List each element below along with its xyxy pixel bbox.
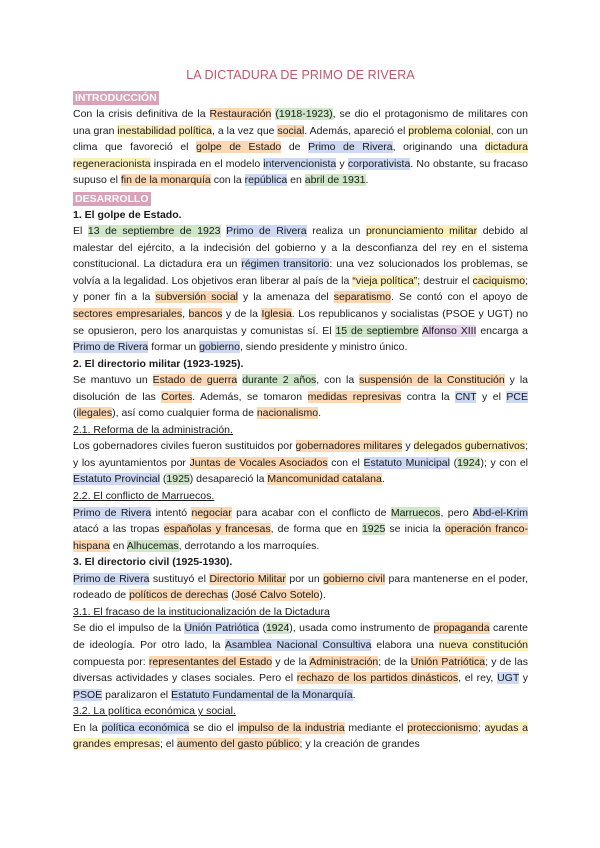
text-run: . Además, apareció el — [304, 124, 409, 137]
highlighted-term: PCE — [506, 390, 528, 403]
text-run: , con la — [316, 374, 360, 387]
highlighted-term: gobernadores militares — [295, 440, 403, 453]
text-run: ; — [477, 721, 485, 734]
highlighted-term: Primo de Rivera — [73, 572, 150, 585]
text-run: y la disolución de las — [73, 374, 529, 403]
highlighted-term: operación franco-hispana — [73, 523, 528, 552]
text-run: realiza un — [306, 225, 366, 238]
text-run: y — [402, 440, 414, 453]
highlighted-term: Directorio Militar — [209, 572, 286, 585]
text-run: de — [281, 141, 309, 154]
section-desarrollo — [73, 189, 528, 753]
text-run: inspirada en el modelo — [150, 157, 264, 170]
heading-directorio-civil: 3. El directorio civil (1925-1930). — [73, 556, 233, 569]
highlighted-term: UGT — [497, 672, 520, 685]
highlighted-term: inestabilidad política — [117, 124, 212, 137]
text-run: , el rey, — [458, 672, 498, 685]
highlighted-term: pronunciamiento militar — [365, 225, 478, 238]
text-run: ; y la creación de grandes — [299, 738, 420, 751]
highlighted-term: gobierno civil — [323, 572, 386, 585]
text-run: : una vez solucionados los problemas, se volvía a la legalidad. Los objetivos eran liberar al país de la — [73, 258, 529, 287]
highlighted-term: 1924 — [265, 622, 290, 635]
text-run: intentó — [151, 506, 192, 519]
text-run: , siendo presidente y ministro único. — [239, 341, 408, 354]
highlighted-term: PSOE — [73, 688, 103, 701]
text-run: para acabar con el conflicto de — [231, 506, 391, 519]
highlighted-term: CNT — [455, 390, 477, 403]
highlighted-term: república — [244, 174, 288, 187]
text-run: ; y los ayuntamientos por — [73, 440, 528, 469]
highlighted-term: separatismo — [333, 291, 391, 304]
highlighted-term: Unión Patriótica — [410, 655, 486, 668]
highlighted-term: dictadura regeneracionista — [73, 141, 529, 170]
text-run: ( — [159, 473, 167, 486]
section-heading-intro: INTRODUCCIÓN — [75, 92, 157, 104]
highlighted-term: Administración — [309, 655, 379, 668]
text-run: ); y con el — [480, 456, 529, 469]
text-run: . Además, se tomaron — [192, 390, 308, 403]
text-run: , derrotando a los marroquíes. — [178, 539, 320, 552]
text-run: ; el — [159, 738, 177, 751]
text-run: ( — [449, 456, 458, 469]
highlighted-term: 1924 — [457, 456, 481, 469]
highlighted-term: españolas y francesas — [163, 523, 271, 536]
highlighted-term: Juntas de Vocales Asociados — [189, 456, 328, 469]
section-intro — [73, 88, 528, 189]
text-run: , con un clima que favoreció el — [73, 124, 528, 154]
highlighted-term: ayudas a grandes empresas — [73, 721, 528, 751]
highlighted-term: Estatuto Municipal — [363, 456, 450, 469]
text-run: ) desapareció la — [189, 473, 268, 486]
highlighted-term: régimen transitorio — [241, 258, 330, 271]
highlighted-term: Cortes — [161, 390, 193, 403]
highlighted-term: fin de la monarquía — [120, 174, 211, 187]
highlighted-term: Estatuto Fundamental de la Monarquía — [171, 688, 353, 701]
text-run: Con la crisis definitiva de la — [73, 108, 210, 120]
paragraph-reforma-administracion — [73, 438, 528, 488]
highlighted-term: bancos — [188, 308, 223, 321]
highlighted-term: Asamblea Nacional Consultiva — [224, 638, 372, 651]
highlighted-term: sectores empresariales — [73, 308, 183, 321]
text-run: y el — [476, 390, 507, 403]
text-run: ; y poner fin a la — [73, 274, 528, 304]
text-run: . — [352, 688, 356, 701]
text-run: con el — [327, 456, 364, 469]
text-run: y de la — [272, 655, 310, 668]
text-run: encarga a — [476, 324, 528, 337]
text-run: por un — [285, 572, 324, 585]
paragraph-institucionalizacion — [73, 620, 528, 703]
text-run: ), así como cualquier forma de — [112, 407, 257, 420]
text-run: carente de ideología. Por otro lado, la — [73, 622, 528, 651]
paragraph-directorio-civil — [73, 571, 528, 604]
text-run: paralizaron el — [102, 688, 172, 701]
highlighted-term: aumento del gasto público — [176, 738, 300, 751]
text-run: ), usada como instrumento de — [289, 622, 434, 635]
highlighted-term: Mancomunidad catalana — [267, 473, 382, 486]
text-run: mediante el — [344, 721, 408, 734]
text-run: con la — [210, 174, 245, 187]
highlighted-term: caciquismo — [472, 274, 526, 287]
subheading-reforma-administracion: 2.1. Reforma de la administración. — [73, 423, 233, 436]
text-run: , se dio el protagonismo de militares con una gran — [73, 108, 528, 137]
highlighted-term: rechazo de los partidos dinásticos — [296, 672, 459, 685]
highlighted-term: 13 de septiembre de 1923 — [87, 225, 221, 238]
highlighted-term: Restauración — [209, 108, 272, 120]
text-run: , pero — [440, 506, 473, 519]
highlighted-term: Primo de Rivera — [226, 225, 307, 238]
text-run: . — [365, 174, 369, 187]
highlighted-term: intervencionista — [263, 157, 337, 170]
text-run: . Los republicanos y socialistas (PSOE y UGT) no se opusieron, pero los anarquistas y comunistas sí. El — [73, 308, 529, 337]
highlighted-term: Iglesia — [261, 308, 292, 321]
highlighted-term: negociar — [191, 506, 232, 519]
text-run: ; destruir el — [417, 274, 473, 287]
highlighted-term: golpe de Estado — [196, 141, 282, 154]
text-run: en — [109, 539, 127, 552]
subheading-institucionalizacion: 3.1. El fracaso de la institucionalización de la Dictadura — [73, 605, 330, 618]
highlighted-term: Alhucemas — [126, 539, 179, 552]
highlighted-term: suspensión de la Constitución — [359, 374, 505, 387]
highlighted-term: 15 de septiembre — [335, 324, 419, 337]
text-run: y de la — [222, 308, 262, 321]
highlighted-term: nacionalismo — [256, 407, 319, 420]
highlighted-term: impulso de la industria — [237, 721, 345, 734]
highlighted-term: 1925 — [361, 523, 386, 536]
text-run: debido al malestar del ejército, a la indecisión del gobierno y a la desconfianza del rey en el sistema constitucional. La dictadura era un — [73, 225, 528, 271]
paragraph-politica-economica — [73, 720, 528, 753]
text-run: para mantenerse en el poder, rodeado de — [73, 572, 528, 602]
paragraph-conflicto-marruecos — [73, 505, 528, 555]
text-run: ( — [228, 589, 235, 602]
text-run: Se dio el impulso de la — [73, 622, 185, 635]
text-run: . Se contó con el apoyo de — [391, 291, 529, 304]
subheading-conflicto-marruecos: 2.2. El conflicto de Marruecos. — [73, 490, 215, 503]
highlighted-term: Marruecos — [390, 506, 441, 519]
highlighted-term: proteccionismo — [407, 721, 478, 734]
text-run: , — [182, 308, 189, 321]
text-run: , originando una — [392, 141, 485, 154]
text-run: . — [381, 473, 385, 486]
highlighted-term: 1925 — [166, 473, 190, 486]
highlighted-term: Estatuto Provincial — [73, 473, 160, 486]
text-run: Se mantuvo un — [73, 374, 153, 387]
highlighted-term: Alfonso XIII — [421, 324, 477, 337]
text-run: contra la — [401, 390, 456, 403]
highlighted-term: Primo de Rivera — [73, 506, 152, 519]
text-run: y — [336, 157, 348, 170]
highlighted-term: subversión social — [155, 291, 239, 304]
text-run: ( — [73, 407, 77, 420]
text-run: atacó a las tropas — [73, 523, 164, 536]
text-run: y — [519, 672, 529, 685]
heading-golpe-de-estado: 1. El golpe de Estado. — [73, 208, 182, 221]
highlighted-term: corporativista — [347, 157, 411, 170]
highlighted-term: Primo de Rivera — [73, 341, 149, 354]
text-run: compuesta por: — [73, 655, 149, 668]
text-run: y la amenaza del — [238, 291, 334, 304]
text-run: elabora una — [371, 638, 439, 651]
document-title: LA DICTADURA DE PRIMO DE RIVERA — [186, 68, 415, 82]
text-run: El — [73, 225, 88, 238]
text-run: sustituyó el — [149, 572, 210, 585]
paragraph-directorio-militar — [73, 372, 528, 422]
highlighted-term: Abd-el-Krim — [472, 506, 528, 519]
highlighted-term: políticos de derechas — [129, 589, 229, 602]
highlighted-term: ilegales — [76, 407, 113, 420]
subheading-politica-economica: 3.2. La política económica y social. — [73, 705, 236, 718]
text-run: formar un — [148, 341, 200, 354]
paragraph-golpe-de-estado — [73, 223, 528, 355]
paragraph-intro — [73, 106, 528, 189]
highlighted-term: abril de 1931 — [304, 174, 366, 187]
highlighted-term: representantes del Estado — [148, 655, 273, 668]
text-run: , a la vez que — [211, 124, 278, 137]
text-run: se inicia la — [385, 523, 446, 536]
text-run: ; y de las diversas actividades y clases sociales. Pero el — [73, 655, 528, 685]
section-heading-desarrollo: DESARROLLO — [75, 192, 149, 205]
highlighted-term: problema colonial — [408, 124, 491, 137]
highlighted-term: “vieja política” — [352, 274, 418, 287]
highlighted-term: delegados gubernativos — [413, 440, 526, 453]
highlighted-term: propaganda — [433, 622, 490, 635]
text-run: . — [318, 407, 322, 420]
text-run: ). — [319, 589, 326, 602]
text-run: . No obstante, su fracaso supuso el — [73, 157, 528, 187]
highlighted-term: Estado de guerra — [152, 374, 238, 387]
text-run: ; de la — [378, 655, 411, 668]
highlighted-term: política económica — [101, 721, 190, 734]
highlighted-term: medidas represivas — [307, 390, 402, 403]
text-run: en — [287, 174, 305, 187]
highlighted-term: José Calvo Sotelo — [234, 589, 320, 602]
highlighted-term: Unión Patriótica — [184, 622, 260, 635]
document-page — [73, 68, 528, 753]
highlighted-term: durante 2 años — [242, 374, 317, 387]
text-run: En la — [73, 721, 102, 734]
text-run: se dio el — [189, 721, 238, 734]
highlighted-term: Primo de Rivera — [308, 141, 393, 154]
text-run: , de forma que en — [270, 523, 362, 536]
text-run: ( — [259, 622, 266, 635]
text-run: Los gobernadores civiles fueron sustituidos por — [73, 440, 296, 453]
highlighted-term: nueva constitución — [438, 638, 528, 651]
heading-directorio-militar: 2. El directorio militar (1923-1925). — [73, 357, 244, 370]
highlighted-term: social — [277, 124, 305, 137]
highlighted-term: (1918-1923) — [275, 108, 333, 120]
highlighted-term: gobierno — [199, 341, 240, 354]
